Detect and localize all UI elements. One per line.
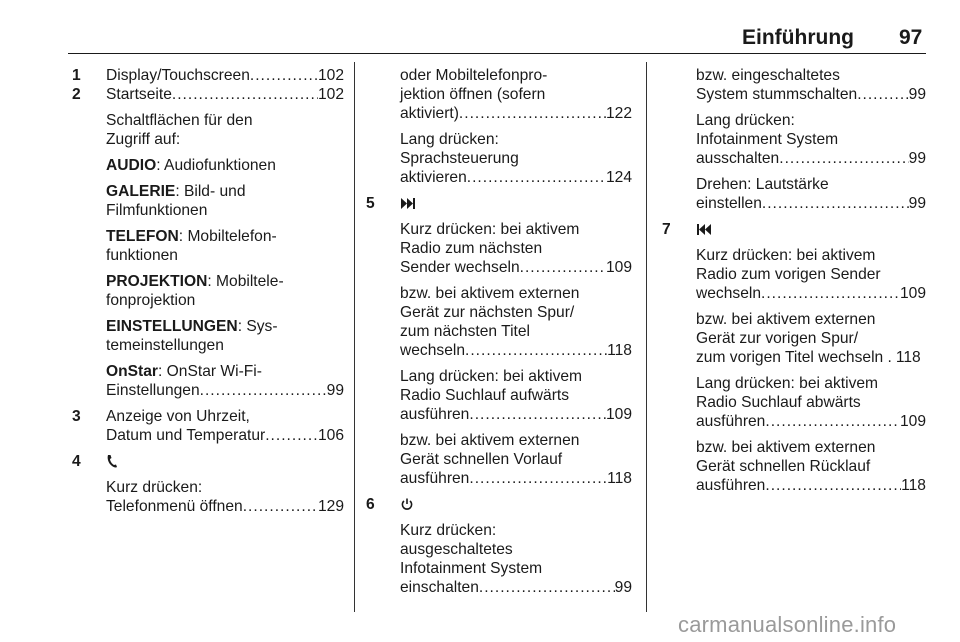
toc-entry[interactable]: zum vorigen Titel wechseln . 118: [696, 349, 921, 366]
toc-entry[interactable]: aktiviert) ..... 122: [400, 104, 632, 123]
item-number: 3: [72, 408, 81, 425]
paragraph-projektion: PROJEKTION: Mobiltele- fonprojektion: [106, 273, 284, 309]
toc-entry[interactable]: einschalten ..... 99: [400, 578, 632, 597]
column-divider-2: [646, 62, 647, 612]
list-item-7: [662, 220, 926, 239]
paragraph: Schaltflächen für den Zugriff auf:: [106, 112, 253, 148]
list-item-3: 3 Anzeige von Uhrzeit, Datum und Temperatur ..... 106: [72, 407, 344, 445]
header-rule: [68, 53, 926, 54]
paragraph-audio: AUDIO: Audiofunktionen: [106, 157, 276, 174]
list-item-5: [366, 194, 632, 213]
paragraph: oder Mobiltelefonpro- jektion öffnen (sofern aktiviert) ..... 122: [366, 66, 632, 123]
toc-entry[interactable]: Startseite ..... 102: [106, 85, 344, 104]
list-item-2: [72, 85, 344, 104]
item-number: 2: [72, 86, 81, 103]
list-item-4: [72, 452, 344, 471]
item-number: 4: [72, 453, 81, 470]
paragraph: bzw. bei aktivem externen Gerät schnellen Rücklauf ausführen ..... 118: [662, 438, 926, 495]
paragraph-galerie: GALERIE: Bild- und Filmfunktionen: [106, 183, 246, 219]
toc-entry[interactable]: ausführen ..... 109: [400, 405, 632, 424]
watermark: carmanualsonline.info: [678, 612, 897, 637]
column-divider-1: [354, 62, 355, 612]
toc-entry[interactable]: Display/Touchscreen ..... 102: [106, 66, 344, 85]
paragraph-einstellungen: EINSTELLUNGEN: Sys- temeinstellungen: [106, 318, 278, 354]
paragraph: Kurz drücken: Telefonmenü öffnen ..... 129: [72, 478, 344, 516]
toc-entry[interactable]: aktivieren ..... 124: [400, 168, 632, 187]
toc-entry[interactable]: Einstellungen ..... 99: [106, 381, 344, 400]
paragraph-onstar: OnStar: OnStar Wi-Fi- Einstellungen ..... 99: [72, 362, 344, 400]
paragraph: Lang drücken: Infotainment System ausschalten ..... 99: [662, 111, 926, 168]
page-number: 97: [899, 26, 923, 49]
paragraph: bzw. bei aktivem externen Gerät zur vorigen Spur/ zum vorigen Titel wechseln . 118: [662, 310, 926, 367]
paragraph-telefon: TELEFON: Mobiltelefon- funktionen: [106, 228, 277, 264]
toc-entry[interactable]: ausführen ..... 109: [696, 412, 926, 431]
toc-entry[interactable]: System stummschalten ..... 99: [696, 85, 926, 104]
next-track-icon: [400, 194, 632, 213]
column-3: [662, 66, 926, 495]
column-1: [72, 66, 344, 516]
power-icon: [400, 495, 632, 514]
paragraph: Lang drücken: bei aktivem Radio Suchlauf aufwärts ausführen ..... 109: [366, 367, 632, 424]
toc-entry[interactable]: wechseln ..... 118: [400, 341, 632, 360]
paragraph: Kurz drücken: bei aktivem Radio zum vorigen Sender wechseln ..... 109: [662, 246, 926, 303]
item-number: 5: [366, 195, 375, 212]
paragraph: bzw. eingeschaltetes System stummschalten ..... 99: [662, 66, 926, 104]
toc-entry[interactable]: Sender wechseln ..... 109: [400, 258, 632, 277]
item-number: 1: [72, 67, 81, 84]
list-item-1: [72, 66, 344, 85]
toc-entry[interactable]: einstellen ..... 99: [696, 194, 926, 213]
paragraph: Kurz drücken: ausgeschaltetes Infotainment System einschalten ..... 99: [366, 521, 632, 597]
page-title: Einführung: [742, 26, 854, 49]
toc-entry[interactable]: wechseln ..... 109: [696, 284, 926, 303]
paragraph: Lang drücken: bei aktivem Radio Suchlauf abwärts ausführen ..... 109: [662, 374, 926, 431]
list-item-6: [366, 495, 632, 514]
item-number: 6: [366, 496, 375, 513]
toc-entry[interactable]: Telefonmenü öffnen ..... 129: [106, 497, 344, 516]
item-number: 7: [662, 221, 671, 238]
toc-entry[interactable]: ausschalten ..... 99: [696, 149, 926, 168]
previous-track-icon: [696, 220, 926, 239]
paragraph: Drehen: Lautstärke einstellen ..... 99: [662, 175, 926, 213]
toc-entry[interactable]: Datum und Temperatur ..... 106: [106, 426, 344, 445]
paragraph: bzw. bei aktivem externen Gerät zur nächsten Spur/ zum nächsten Titel wechseln ..... 118: [366, 284, 632, 360]
paragraph: bzw. bei aktivem externen Gerät schnellen Vorlauf ausführen ..... 118: [366, 431, 632, 488]
phone-icon: [106, 452, 344, 471]
column-2: [366, 66, 632, 597]
paragraph: Kurz drücken: bei aktivem Radio zum nächsten Sender wechseln ..... 109: [366, 220, 632, 277]
paragraph: Lang drücken: Sprachsteuerung aktivieren ..... 124: [366, 130, 632, 187]
toc-entry[interactable]: ausführen ..... 118: [696, 476, 926, 495]
toc-entry[interactable]: ausführen ..... 118: [400, 469, 632, 488]
